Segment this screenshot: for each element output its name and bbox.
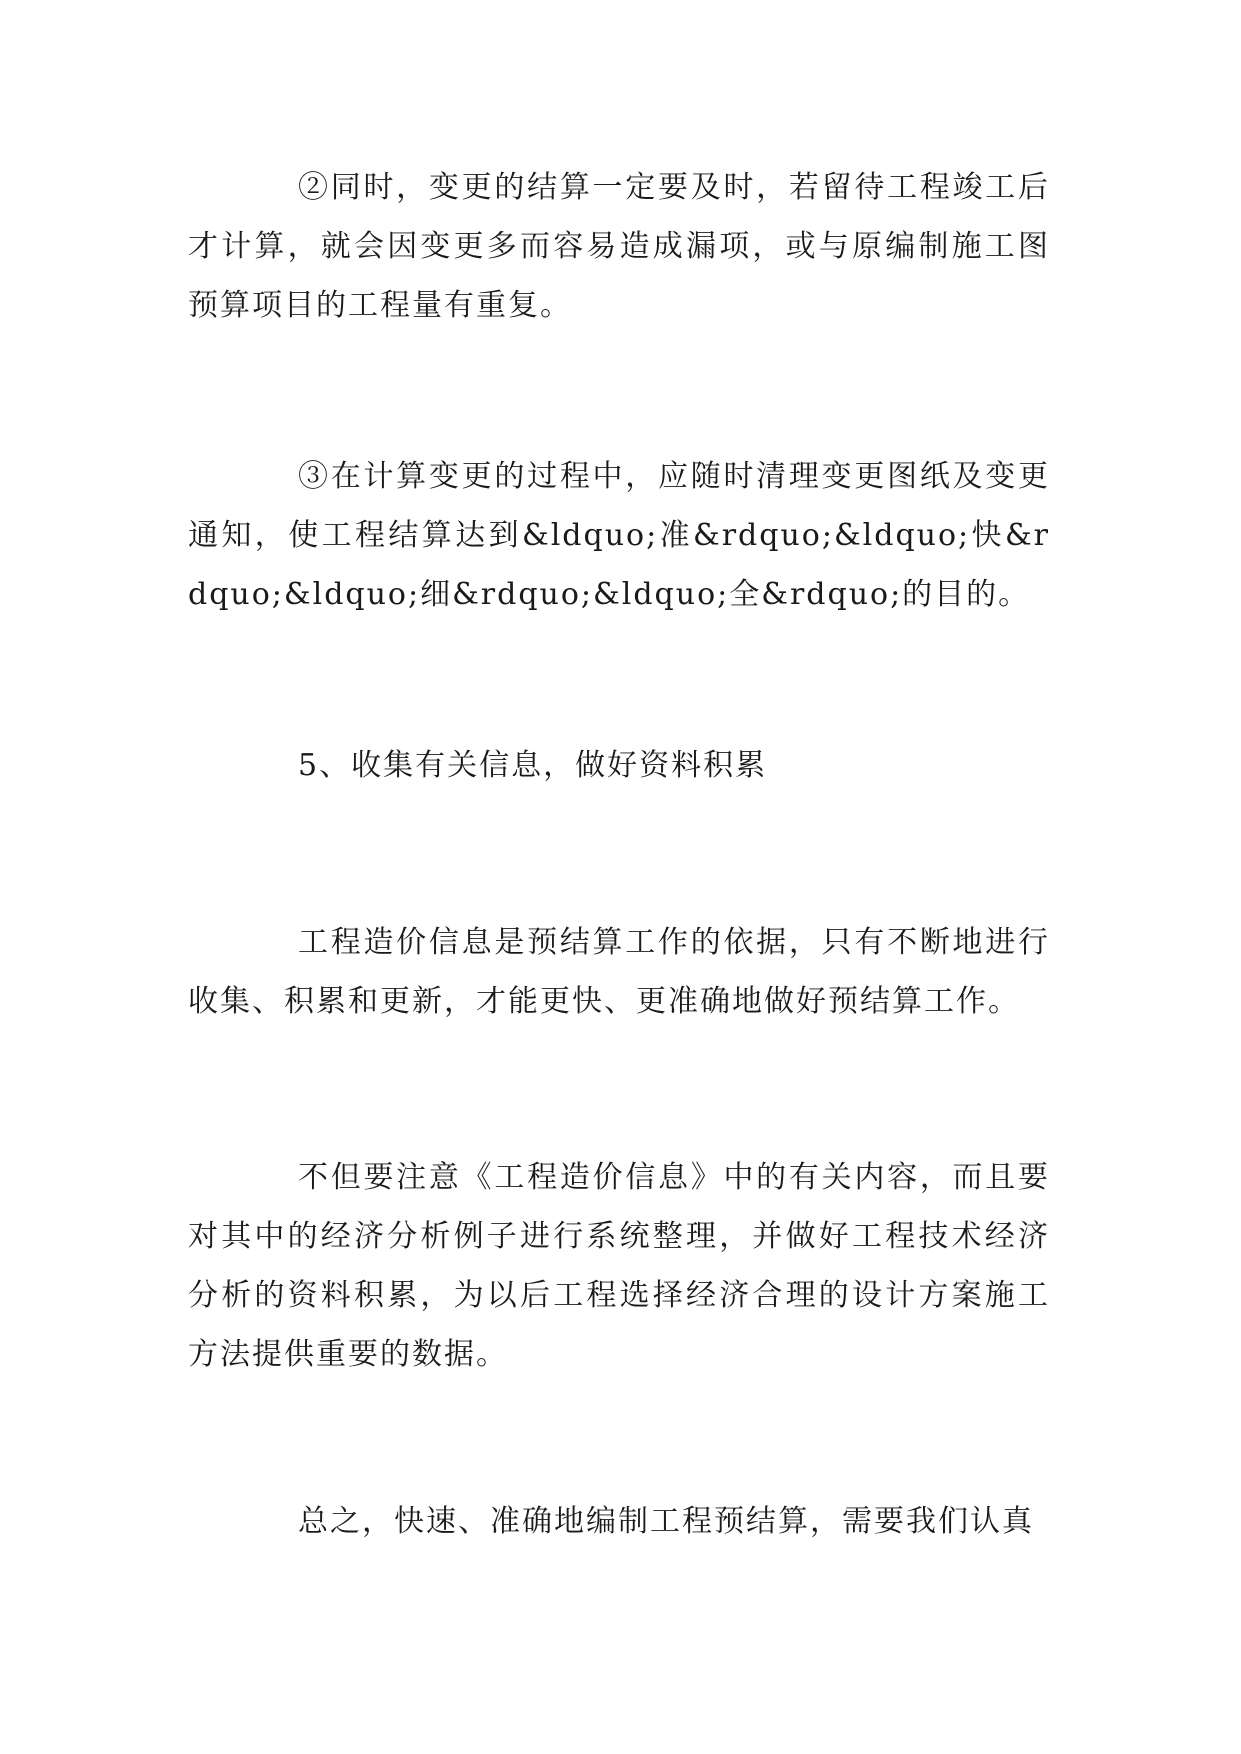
paragraph-cost-information-basis: 工程造价信息是预结算工作的依据，只有不断地进行收集、积累和更新，才能更快、更准确地做好预结算工作。 [188, 925, 1050, 1019]
paragraph-change-settlement-timing: ②同时，变更的结算一定要及时，若留待工程竣工后才计算，就会因变更多而容易造成漏项，或与原编制施工图预算项目的工程量有重复。 [188, 170, 1050, 323]
section-heading-collect-information: 5、收集有关信息，做好资料积累 [298, 748, 768, 783]
paragraph-conclusion: 总之，快速、准确地编制工程预结算，需要我们认真 [298, 1504, 1034, 1539]
paragraph-economic-analysis: 不但要注意《工程造价信息》中的有关内容，而且要对其中的经济分析例子进行系统整理，并做好工程技术经济分析的资料积累，为以后工程选择经济合理的设计方案施工方法提供重要的数据。 [188, 1160, 1050, 1372]
paragraph-change-drawings-cleanup: ③在计算变更的过程中，应随时清理变更图纸及变更通知，使工程结算达到&ldquo;准&rdquo;&ldquo;快&rdquo;&ldquo;细&rdquo;&ldquo;全&rdquo;的目的。 [188, 459, 1050, 612]
